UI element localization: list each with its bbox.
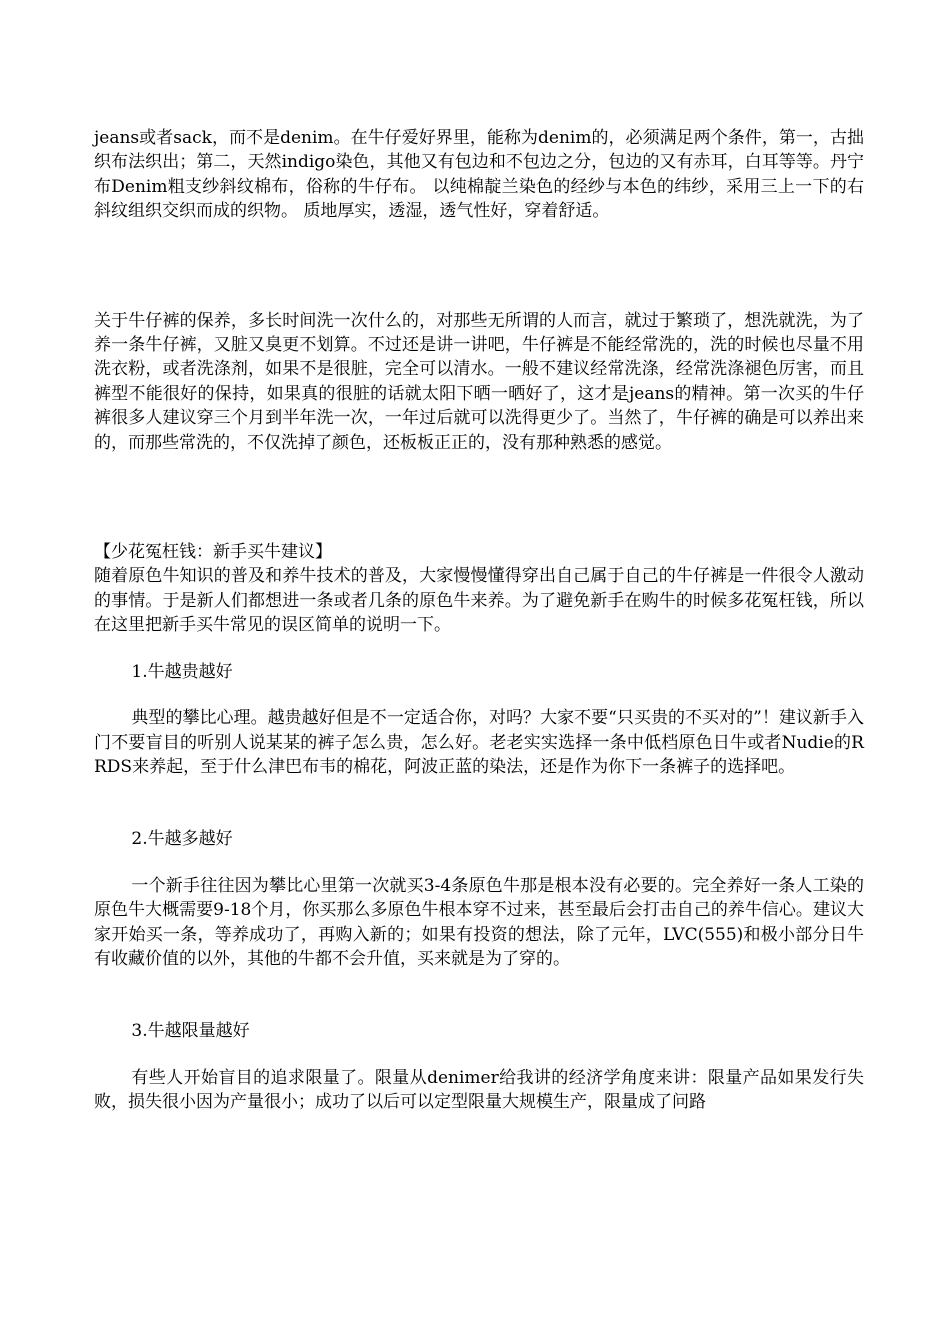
spacer [94,638,864,660]
spacer [94,852,864,874]
spacer [94,971,864,1019]
spacer [94,455,864,540]
paragraph-item-2: 一个新手往往因为攀比心里第一次就买3-4条原色牛那是根本没有必要的。完全养好一条人工染的原色牛大概需要9-18个月，你买那么多原色牛根本穿不过来，甚至最后会打击自己的养牛信心。建议大家开始买一条，等养成功了，再购入新的；如果有投资的想法，除了元年，LVC(555)和极小部分日牛有收藏价值的以外，其他的牛都不会升值，买来就是为了穿的。 [94,875,864,969]
section-title: 【少花冤枉钱：新手买牛建议】 [94,542,332,563]
paragraph-jeans-care: 关于牛仔裤的保养，多长时间洗一次什么的，对那些无所谓的人而言，就过于繁琐了，想洗就洗，为了养一条牛仔裤，又脏又臭更不划算。不过还是讲一讲吧，牛仔裤是不能经常洗的，洗的时候也尽量不用洗衣粉，或者洗涤剂，如果不是很脏，完全可以清水。一般不建议经常洗涤，经常洗涤褪色厉害，而且裤型不能很好的保持，如果真的很脏的话就太阳下晒一晒好了，这才是jeans的精神。第一次买的牛仔裤很多人建议穿三个月到半年洗一次，一年过后就可以洗得更少了。当然了，牛仔裤的确是可以养出来的，而那些常洗的，不仅洗掉了颜色，还板板正正的，没有那种熟悉的感觉。 [94,310,864,453]
document-page [94,126,864,1115]
heading-item-1: 1.牛越贵越好 [131,661,233,682]
spacer [94,1044,864,1066]
paragraph-item-1: 典型的攀比心理。越贵越好但是不一定适合你，对吗？大家不要“只买贵的不买对的”！建议新手入门不要盲目的听别人说某某的裤子怎么贵，怎么好。老老实实选择一条中低档原色日牛或者Nudie的RRDS来养起，至于什么津巴布韦的棉花，阿波正蓝的染法，还是作为你下一条裤子的选择吧。 [94,708,864,777]
paragraph-intro: 随着原色牛知识的普及和养牛技术的普及，大家慢慢懂得穿出自己属于自己的牛仔裤是一件很令人激动的事情。于是新人们都想进一条或者几条的原色牛来养。为了避免新手在购牛的时候多花冤枉钱，所以在这里把新手买牛常见的误区简单的说明一下。 [94,566,864,636]
heading-item-2: 2.牛越多越好 [131,829,233,850]
spacer [94,224,864,309]
paragraph-denim-definition: jeans或者sack，而不是denim。在牛仔爱好界里，能称为denim的，必须满足两个条件，第一，古拙织布法织出；第二，天然indigo染色，其他又有包边和不包边之分，包边的又有赤耳，白耳等等。丹宁布Denim粗支纱斜纹棉布，俗称的牛仔布。 以纯棉靛兰染色的经纱与本色的纬纱，采用三上一下的右斜纹组织交织而成的织物。 质地厚实，透湿，透气性好，穿着舒适。 [94,128,864,222]
spacer [94,779,864,827]
paragraph-item-3: 有些人开始盲目的追求限量了。限量从denimer给我讲的经济学角度来讲：限量产品如果发行失败，损失很小因为产量很小；成功了以后可以定型限量大规模生产，限量成了问路 [94,1067,864,1113]
spacer [94,684,864,706]
heading-item-3: 3.牛越限量越好 [131,1021,250,1042]
